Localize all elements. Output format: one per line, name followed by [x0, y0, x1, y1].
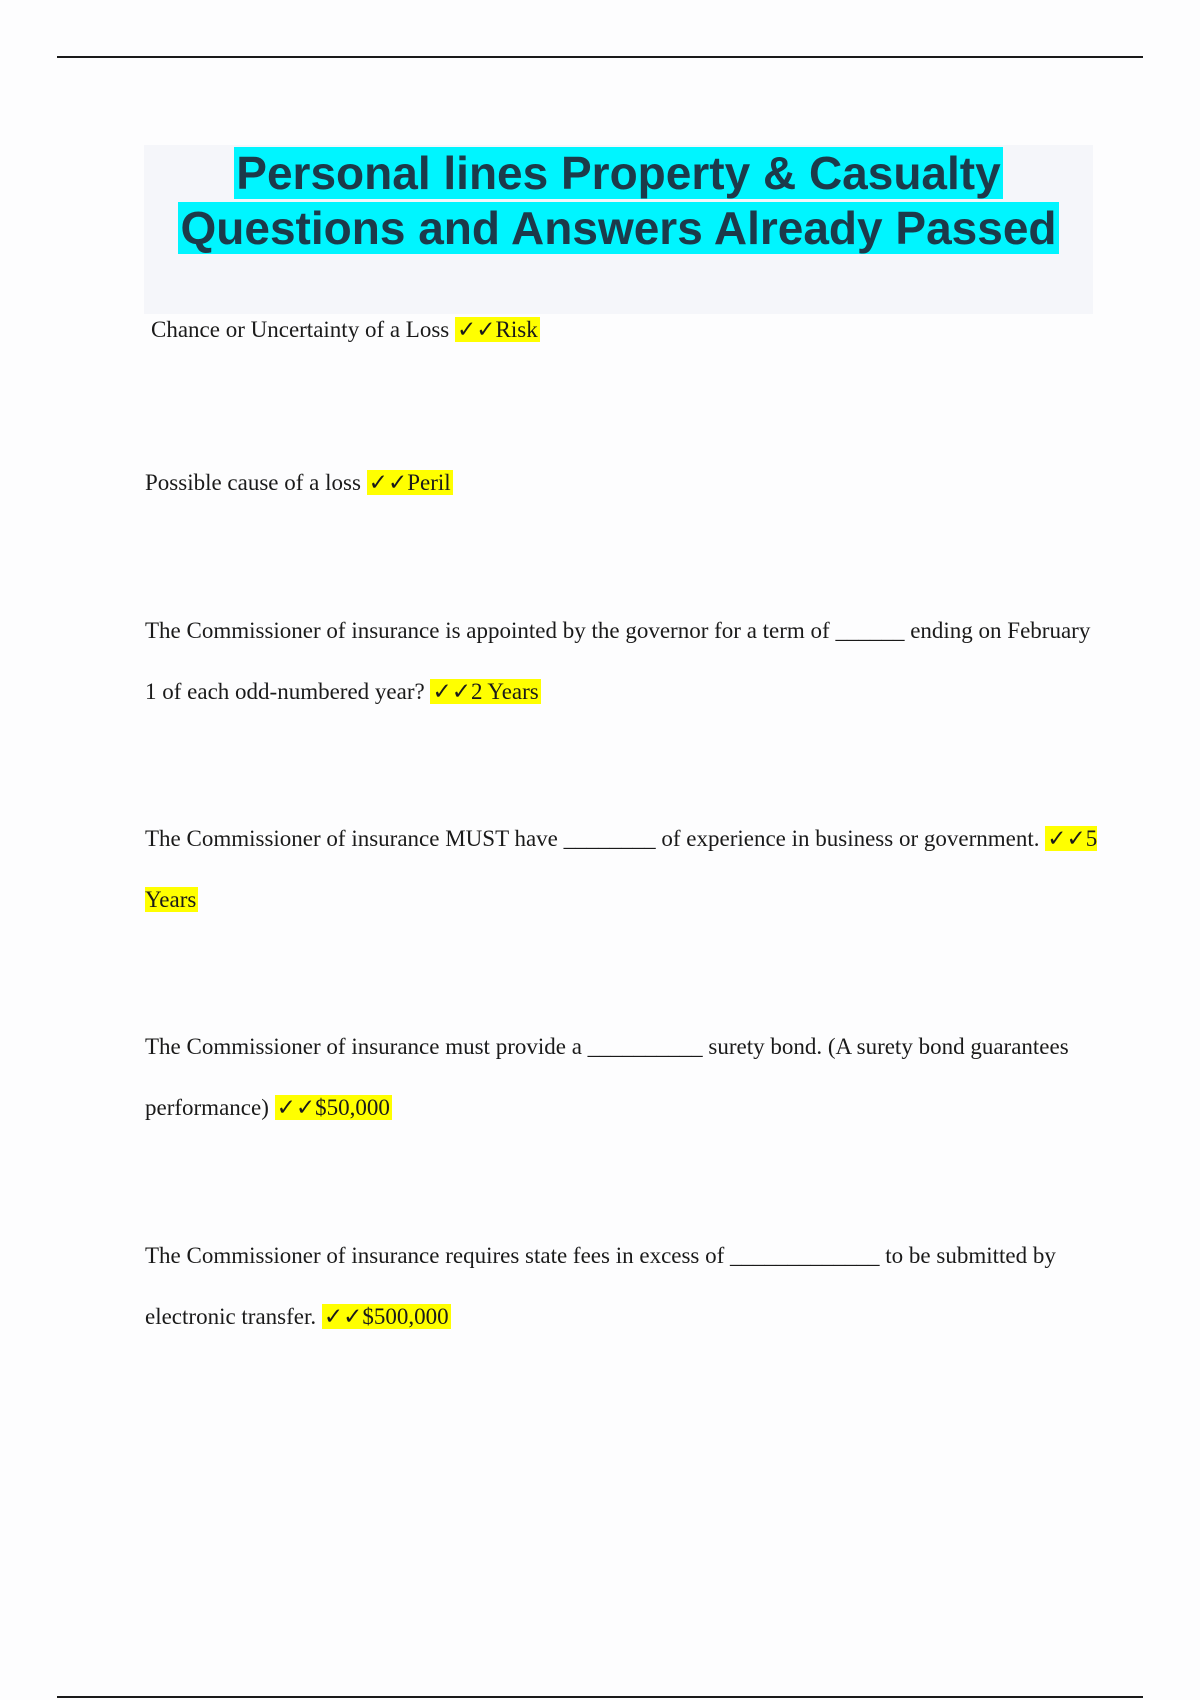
- question-text: The Commissioner of insurance requires state fees in excess of _____________ to be submitted by electronic transfer.: [145, 1243, 1056, 1329]
- question-text: Possible cause of a loss: [145, 470, 367, 495]
- answer-text: ✓✓Peril: [368, 470, 451, 495]
- question-text: The Commissioner of insurance MUST have ________ of experience in business or government.: [145, 826, 1046, 851]
- title-line-1: Personal lines Property & Casualty: [236, 147, 1001, 199]
- qa-item-fees: [145, 1225, 1105, 1347]
- document-title: [144, 146, 1093, 256]
- title-line-2: Questions and Answers Already Passed: [180, 202, 1057, 254]
- question-text: The Commissioner of insurance must provide a __________ surety bond. (A surety bond guarantees performance): [145, 1034, 1069, 1120]
- question-text: The Commissioner of insurance is appointed by the governor for a term of ______ ending on February 1 of each odd-numbered year?: [145, 618, 1091, 704]
- answer-text: ✓✓Risk: [457, 317, 538, 342]
- answer-text: ✓✓$500,000: [323, 1304, 449, 1329]
- answer-text: ✓✓$50,000: [276, 1095, 390, 1120]
- qa-item-experience: [145, 808, 1105, 930]
- top-rule: [57, 56, 1143, 58]
- question-text: Chance or Uncertainty of a Loss: [151, 317, 456, 342]
- answer-text: ✓✓5 Years: [145, 826, 1098, 912]
- qa-item-bond: [145, 1016, 1105, 1138]
- qa-item-peril: [145, 452, 1105, 513]
- qa-item-risk: [151, 299, 1111, 360]
- qa-item-term: [145, 600, 1105, 722]
- bottom-rule: [57, 1696, 1143, 1698]
- answer-text: ✓✓2 Years: [432, 679, 539, 704]
